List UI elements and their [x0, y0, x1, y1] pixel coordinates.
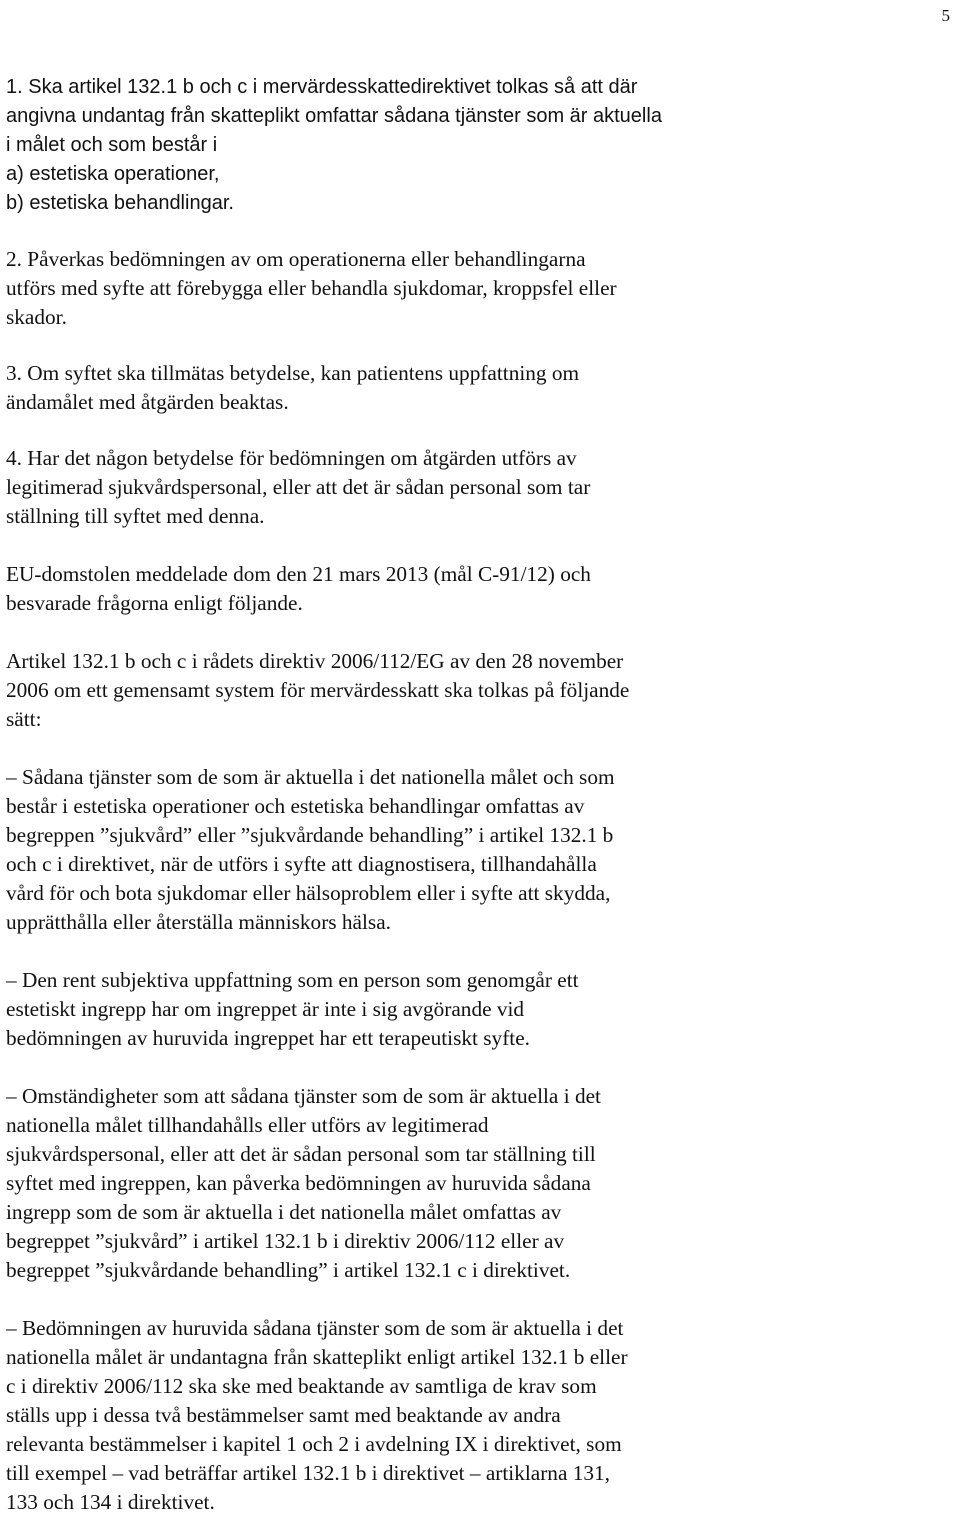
- text-line: c i direktiv 2006/112 ska ske med beaktande av samtliga de krav som: [6, 1374, 597, 1398]
- page-number: 5: [941, 6, 950, 25]
- text-line: estetiskt ingrepp har om ingreppet är inte i sig avgörande vid: [6, 997, 525, 1021]
- question-4: [6, 444, 951, 531]
- text-line: relevanta bestämmelser i kapitel 1 och 2 i avdelning IX i direktivet, som: [6, 1432, 622, 1456]
- document-body: [6, 73, 951, 1517]
- text-line: legitimerad sjukvårdspersonal, eller att det är sådan personal som tar: [6, 475, 591, 499]
- text-line: besvarade frågorna enligt följande.: [6, 591, 303, 615]
- text-line: – Den rent subjektiva uppfattning som en person som genomgår ett: [6, 968, 579, 992]
- text-line: 3. Om syftet ska tillmätas betydelse, kan patientens uppfattning om: [6, 361, 580, 385]
- text-line: består i estetiska operationer och estetiska behandlingar omfattas av: [6, 794, 585, 818]
- text-line: – Omständigheter som att sådana tjänster som de som är aktuella i det: [6, 1084, 601, 1108]
- text-line: b) estetiska behandlingar.: [6, 192, 234, 214]
- text-line: 1. Ska artikel 132.1 b och c i mervärdesskattedirektivet tolkas så att där: [6, 76, 638, 98]
- text-line: utförs med syfte att förebygga eller behandla sjukdomar, kroppsfel eller: [6, 276, 617, 300]
- text-line: – Sådana tjänster som de som är aktuella i det nationella målet och som: [6, 765, 615, 789]
- decision-intro: [6, 560, 951, 618]
- question-3: [6, 359, 951, 417]
- text-line: till exempel – vad beträffar artikel 132.1 b i direktivet – artiklarna 131,: [6, 1461, 610, 1485]
- text-line: 2006 om ett gemensamt system för mervärdesskatt ska tolkas på följande: [6, 678, 630, 702]
- text-line: 4. Har det någon betydelse för bedömningen om åtgärden utförs av: [6, 446, 577, 470]
- text-line: 133 och 134 i direktivet.: [6, 1490, 215, 1514]
- text-line: begreppen ”sjukvård” eller ”sjukvårdande behandling” i artikel 132.1 b: [6, 823, 614, 847]
- text-line: begreppet ”sjukvård” i artikel 132.1 b i direktiv 2006/112 eller av: [6, 1229, 565, 1253]
- question-2: [6, 245, 951, 332]
- text-line: nationella målet är undantagna från skatteplikt enligt artikel 132.1 b eller: [6, 1345, 628, 1369]
- text-line: skador.: [6, 305, 67, 329]
- text-line: sätt:: [6, 707, 42, 731]
- text-line: ställning till syftet med denna.: [6, 504, 265, 528]
- text-line: ändamålet med åtgärden beaktas.: [6, 390, 289, 414]
- ruling-point-3: [6, 1082, 951, 1285]
- text-line: upprätthålla eller återställa människors hälsa.: [6, 910, 391, 934]
- text-line: vård för och bota sjukdomar eller hälsoproblem eller i syfte att skydda,: [6, 881, 611, 905]
- text-line: begreppet ”sjukvårdande behandling” i artikel 132.1 c i direktivet.: [6, 1258, 571, 1282]
- text-line: ingrepp som de som är aktuella i det nationella målet omfattas av: [6, 1200, 562, 1224]
- text-line: angivna undantag från skatteplikt omfattar sådana tjänster som är aktuella: [6, 105, 662, 127]
- text-line: – Bedömningen av huruvida sådana tjänster som de som är aktuella i det: [6, 1316, 624, 1340]
- text-line: 2. Påverkas bedömningen av om operationerna eller behandlingarna: [6, 247, 586, 271]
- ruling-point-4: [6, 1314, 951, 1517]
- ruling-intro: [6, 647, 951, 734]
- text-line: syftet med ingreppen, kan påverka bedömningen av huruvida sådana: [6, 1171, 591, 1195]
- text-line: sjukvårdspersonal, eller att det är sådan personal som tar ställning till: [6, 1142, 596, 1166]
- text-line: i målet och som består i: [6, 134, 218, 156]
- question-1: [6, 73, 951, 218]
- text-line: a) estetiska operationer,: [6, 163, 220, 185]
- ruling-point-2: [6, 966, 951, 1053]
- text-line: bedömningen av huruvida ingreppet har ett terapeutiskt syfte.: [6, 1026, 530, 1050]
- text-line: nationella målet tillhandahålls eller utförs av legitimerad: [6, 1113, 489, 1137]
- text-line: ställs upp i dessa två bestämmelser samt med beaktande av andra: [6, 1403, 561, 1427]
- text-line: och c i direktivet, när de utförs i syfte att diagnostisera, tillhandahålla: [6, 852, 597, 876]
- ruling-point-1: [6, 763, 951, 937]
- text-line: Artikel 132.1 b och c i rådets direktiv 2006/112/EG av den 28 november: [6, 649, 624, 673]
- text-line: EU-domstolen meddelade dom den 21 mars 2013 (mål C-91/12) och: [6, 562, 591, 586]
